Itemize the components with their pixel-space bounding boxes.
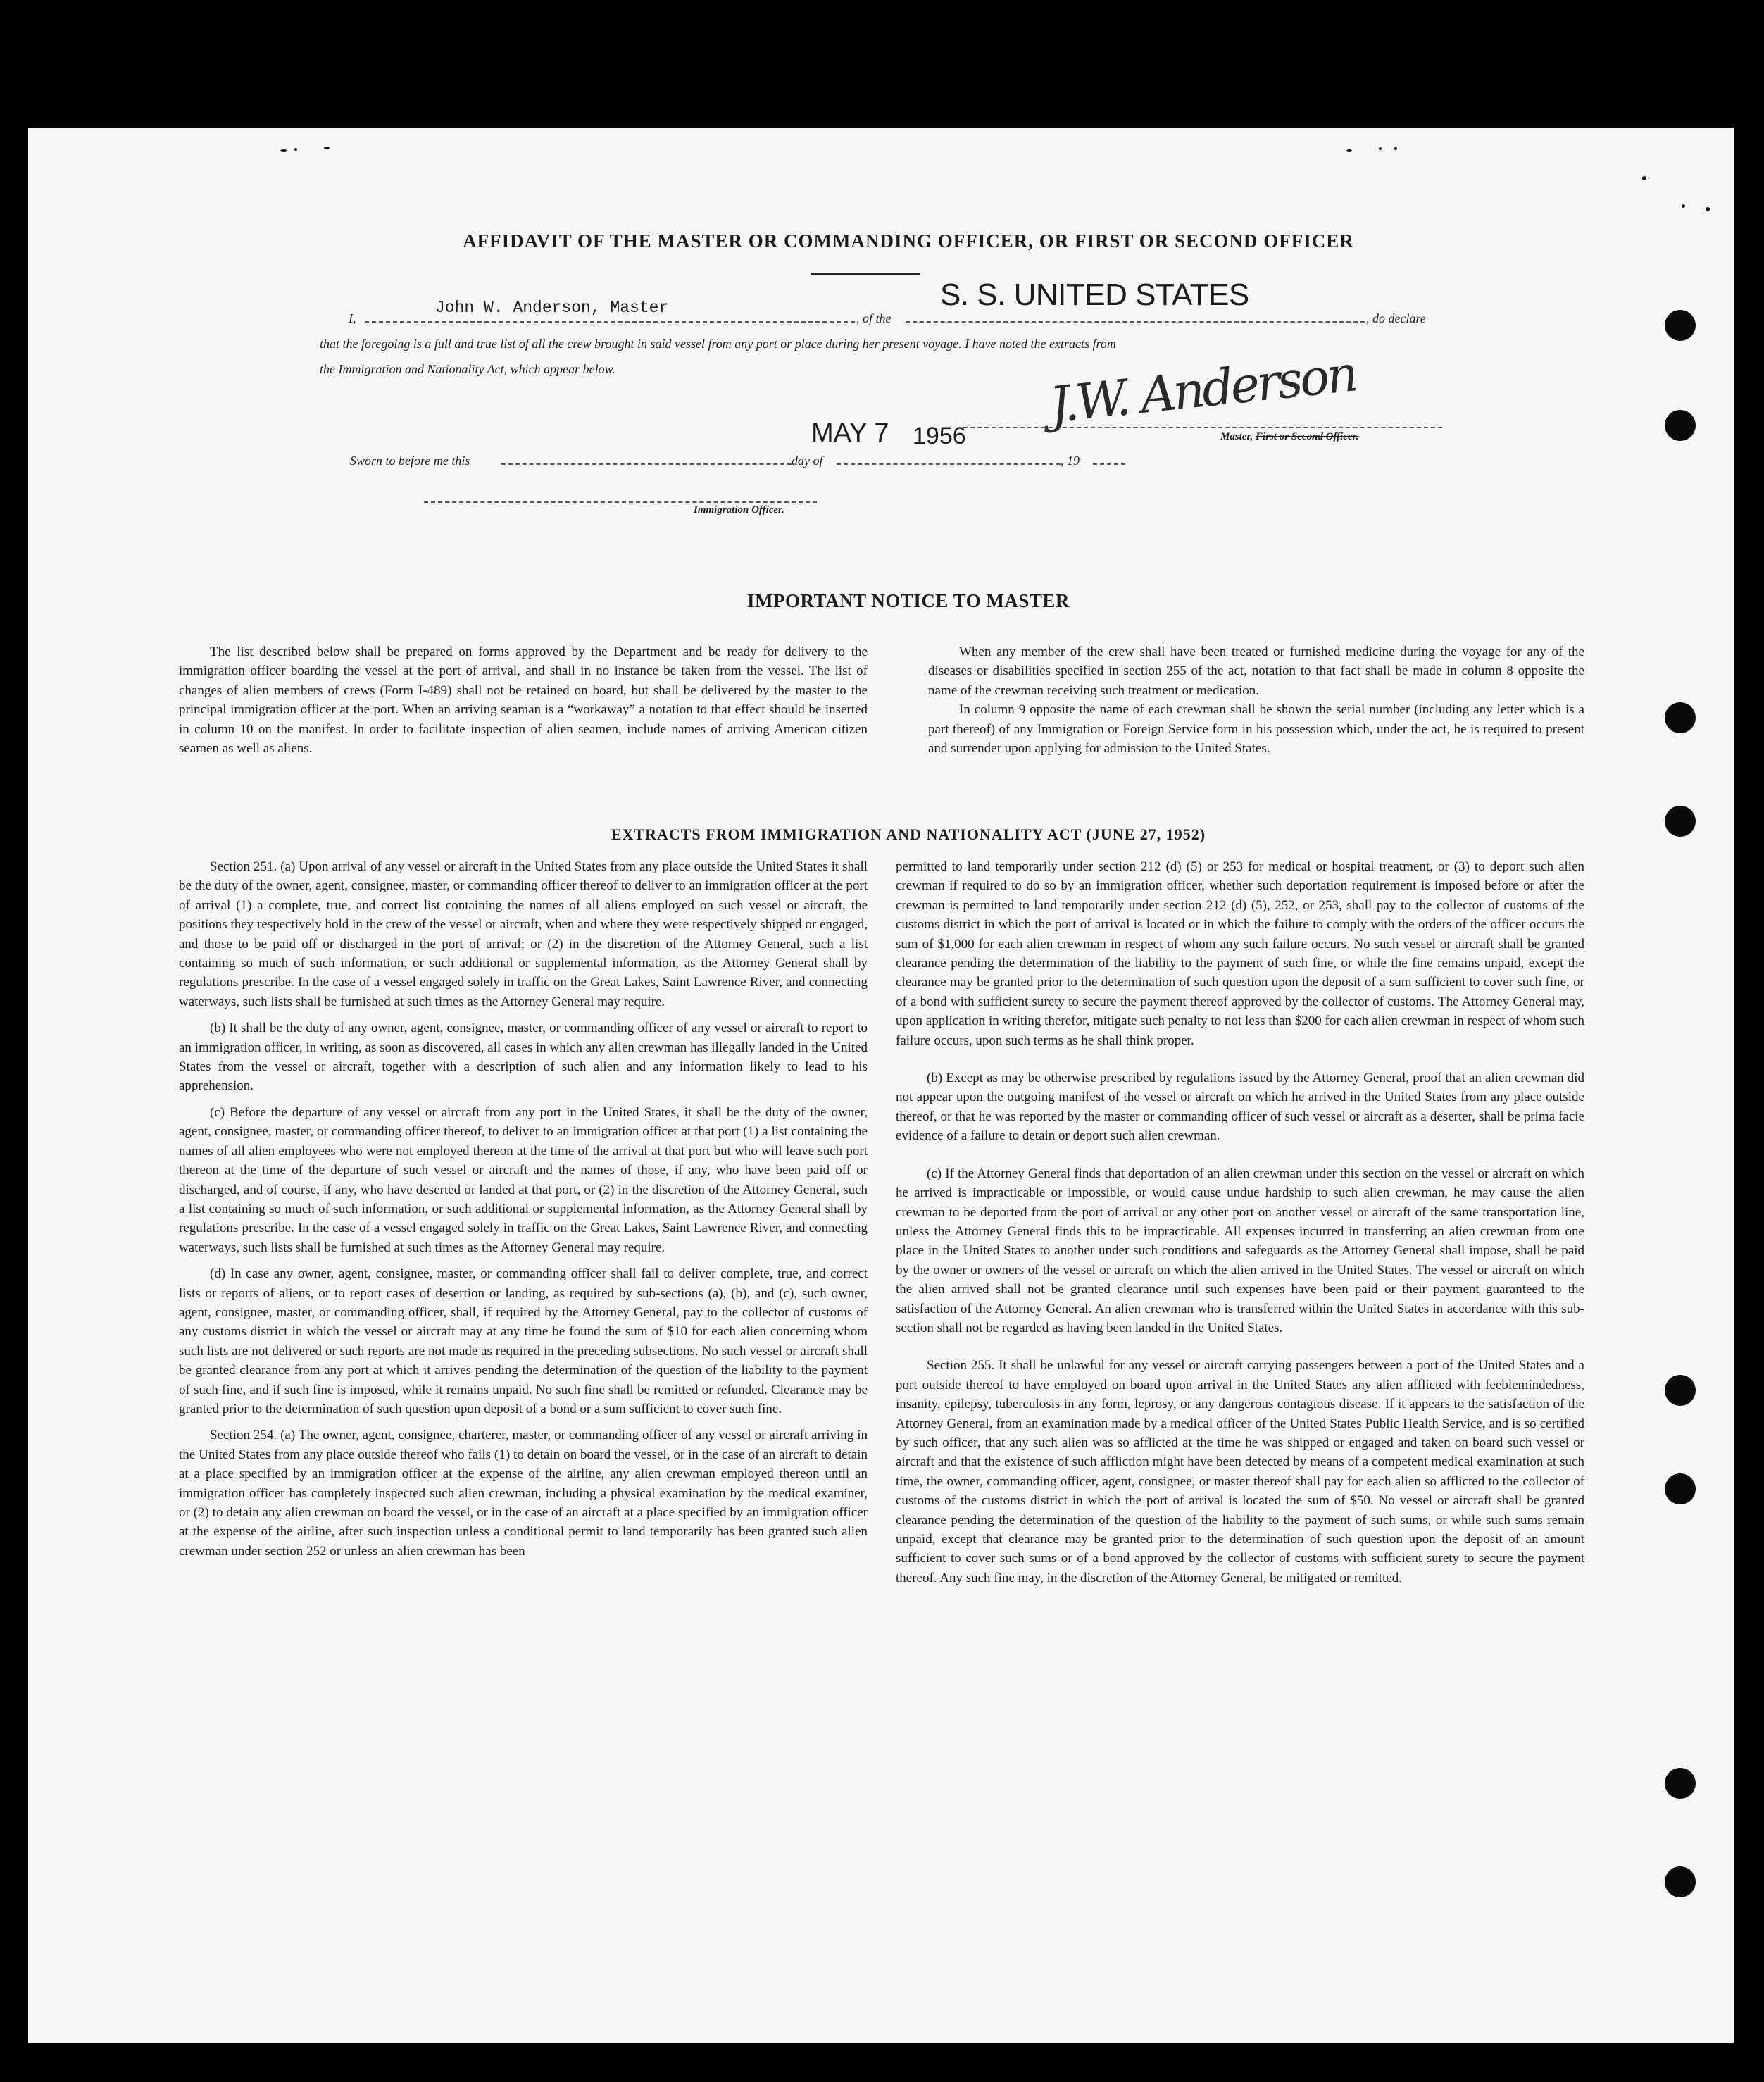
section-254c: (c) If the Attorney General finds that deportation of an alien crewman under this section on the vessel or aircraft on which he arrived is impracticable or impossible, or would cause undue hardship to such alien crewman, he may cause the alien crewman to be deported from the port of arrival or any other port on another vessel or aircraft of the same transportation line, unless the Attorney General finds this to be impracticable. All expenses incurred in transferring an alien crewman from one place in the United States to another under such conditions and safeguards as the Attorney General shall impose, shall be paid by the owner or owners of the vessel or aircraft on which the alien arrived in the United States. The vessel or aircraft on which the alien arrived shall not be granted clearance until such expenses have been paid or their payment guaranteed to the satisfaction of the Attorney General. An alien crewman who is transferred within the United States in accordance with this sub-section shall not be regarded as having been landed in the United States. bbox=[896, 1166, 1584, 1335]
scan-speck bbox=[1346, 149, 1352, 152]
section-254a: Section 254. (a) The owner, agent, consignee, charterer, master, or commanding officer of any vessel or aircraft arriving in the United States from any place outside thereof who fails (1) to detain on board the vessel, or in the case of an aircraft to detain at a place specified by an immigration officer at the expense of the airline, any alien crewman employed thereon until an immigration officer has completely inspected such alien crewman, including a physical examination by the medical examiner, or (2) to detain any alien crewman on board the vessel, or in the case of an aircraft at a place specified by an immigration officer at the expense of the airline, after such inspection unless a conditional permit to land temporarily has been granted such alien crewman under section 252 or unless an alien crewman has been bbox=[179, 1428, 868, 1559]
affidavit-i-label: I, bbox=[349, 311, 356, 325]
extracts-right-column bbox=[896, 857, 1584, 1588]
do-declare-label: , do declare bbox=[1366, 311, 1426, 325]
scan-speck bbox=[1379, 147, 1382, 150]
notice-left-column bbox=[179, 642, 868, 758]
sworn-day-line bbox=[501, 463, 792, 465]
name-line bbox=[365, 321, 855, 323]
section-254b: (b) Except as may be otherwise prescribed by regulations issued by the Attorney General, proof that an alien crewman did not appear upon the outgoing manifest of the vessel or aircraft on which he arrived in the United States from any place outside thereof, or that he was reported by the master or commanding officer of such vessel or aircraft as a deserter, shall be prima facie evidence of a failure to detain or deport such alien crewman. bbox=[896, 1071, 1584, 1144]
title-divider bbox=[811, 273, 920, 275]
extracts-title: EXTRACTS FROM IMMIGRATION AND NATIONALITY ACT (JUNE 27, 1952) bbox=[611, 825, 1206, 843]
punch-hole bbox=[1665, 806, 1696, 837]
vessel-name-stamp: S. S. UNITED STATES bbox=[940, 278, 1249, 312]
notice-right-column bbox=[928, 642, 1584, 758]
scan-speck bbox=[280, 149, 287, 152]
affidavit-title: AFFIDAVIT OF THE MASTER OR COMMANDING OFFICER, OR FIRST OR SECOND OFFICER bbox=[463, 230, 1354, 251]
punch-hole bbox=[1665, 1473, 1696, 1504]
struck-officer-caption: First or Second Officer. bbox=[1256, 431, 1359, 442]
officer-caption: Immigration Officer. bbox=[694, 504, 784, 516]
punch-hole bbox=[1665, 1866, 1696, 1897]
of-the-label: , of the bbox=[856, 311, 892, 325]
date-stamp: MAY 7 bbox=[811, 418, 889, 448]
section-254a-continued: permitted to land temporarily under section 212 (d) (5) or 253 for medical or hospital treatment, or (3) to deport such alien crewman if required to do so by an immigration officer, whether such deportation requirement is imposed before or after the crewman is permitted to land temporarily under section 212 (d) (5), 252, or 253, shall pay to the collector of customs of the customs district in which the port of arrival is located or in which the failure to comply with the orders of the officer occurs the sum of $1,000 for each alien crewman in respect of whom any such failure occurs. No such vessel or aircraft shall be granted clearance pending the determination of the liability to the payment of such fine, or while the fine remains unpaid, except the clearance may be granted prior to the determination of such question upon the deposit of a sum sufficient to cover such fine, or of a bond with sufficient surety to secure the payment thereof approved by the collector of customs. The Attorney General may, upon application in writing therefor, mitigate such penalty to not less than $200 for each alien crewman in respect of whom such failure occurs, upon such terms as he shall think proper. bbox=[896, 859, 1584, 1048]
sworn-year-line bbox=[1093, 463, 1125, 465]
signature-line bbox=[963, 427, 1442, 428]
section-251b: (b) It shall be the duty of any owner, agent, consignee, master, or commanding officer of any vessel or aircraft to report to an immigration officer, in writing, as soon as discovered, all cases in which any alien crewman has illegally landed in the United States from the vessel or aircraft, together with a description of such alien and any information likely to lead to his apprehension. bbox=[179, 1021, 868, 1094]
punch-hole bbox=[1665, 310, 1696, 341]
master-name-field: John W. Anderson, Master bbox=[435, 299, 669, 317]
officer-signature-line bbox=[424, 501, 817, 503]
master-signature: J.W. Anderson bbox=[1046, 344, 1358, 435]
scan-speck bbox=[294, 148, 297, 151]
sworn-label: Sworn to before me this bbox=[350, 454, 470, 468]
punch-hole bbox=[1665, 410, 1696, 441]
document-page bbox=[28, 128, 1734, 2043]
declaration-line-1: that the foregoing is a full and true list of all the crew brought in said vessel from any port or place during her present voyage. I have noted the extracts from bbox=[320, 337, 1116, 351]
sworn-month-line bbox=[837, 463, 1061, 465]
scan-speck bbox=[1682, 204, 1685, 208]
punch-hole bbox=[1665, 702, 1696, 733]
notice-paragraph: In column 9 opposite the name of each crewman shall be shown the serial number (including any letter which is a part thereof) of any Immigration or Foreign Service form in his possession which, under the act, he is required to present and surrender upon applying for admission to the United States. bbox=[928, 702, 1584, 756]
vessel-line bbox=[906, 321, 1365, 323]
day-of-label: day of bbox=[792, 454, 823, 468]
scan-speck bbox=[1706, 207, 1710, 211]
notice-title: IMPORTANT NOTICE TO MASTER bbox=[747, 590, 1070, 611]
scan-speck bbox=[1394, 147, 1397, 150]
declaration-line-2: the Immigration and Nationality Act, which appear below. bbox=[320, 362, 615, 376]
extracts-left-column bbox=[179, 857, 868, 1561]
notice-paragraph: The list described below shall be prepared on forms approved by the Department and be ready for delivery to the immigration officer boarding the vessel at the port of arrival, and shall in no instance be taken from the vessel. The list of changes of alien members of crews (Form I-489) shall not be retained on board, but shall be delivered by the master to the principal immigration officer at the port. When an arriving seaman is a “workaway” a notation to that effect should be inserted in column 10 on the manifest. In order to facilitate inspection of alien seamen, include names of arriving American citizen seamen as well as aliens. bbox=[179, 644, 868, 756]
master-caption: Master, First or Second Officer. bbox=[1220, 431, 1359, 442]
year-stamp: 1956 bbox=[913, 423, 966, 449]
section-251d: (d) In case any owner, agent, consignee, master, or commanding officer shall fail to deliver complete, true, and correct lists or reports of aliens, or to report cases of desertion or landing, as required by sub-sections (a), (b), and (c), such owner, agent, consignee, master, or commanding officer, shall, if required by the Attorney General, pay to the collector of customs of any customs district in which the vessel or aircraft may at any time be found the sum of $10 for each alien concerning whom such lists are not delivered or such reports are not made as required in the preceding subsections. No such vessel or aircraft shall be granted clearance from any port at which it arrives pending the determination of the question of the liability to the payment of such fine, and if such fine is imposed, while it remains unpaid. No such fine shall be remitted or refunded. Clearance may be granted prior to the determination of such question upon deposit of a bond or a sum sufficient to cover such fine. bbox=[179, 1266, 868, 1416]
scan-speck bbox=[1642, 176, 1646, 180]
year-prefix-label: , 19 bbox=[1061, 454, 1080, 468]
section-251a: Section 251. (a) Upon arrival of any vessel or aircraft in the United States from any place outside the United States it shall be the duty of the owner, agent, consignee, master, or commanding officer thereof to deliver to an immigration officer at the port of arrival (1) a complete, true, and correct list containing the names of all aliens employed on such vessel or aircraft, the positions they respectively hold in the crew of the vessel or aircraft, when and where they were respectively shipped or engaged, and those to be paid off or discharged in the port of arrival; or (2) in the discretion of the Attorney General, such a list containing so much of such information, or such additional or supplemental information, as the Attorney General shall by regulations prescribe. In the case of a vessel engaged solely in traffic on the Great Lakes, Saint Lawrence River, and connecting waterways, such lists shall be furnished at such times as the Attorney General may require. bbox=[179, 859, 868, 1009]
punch-hole bbox=[1665, 1375, 1696, 1406]
section-251c: (c) Before the departure of any vessel or aircraft from any port in the United States, it shall be the duty of the owner, agent, consignee, master, or commanding officer thereof, to deliver to an immigration officer at that port (1) a list containing the names of all alien employees who were not employed thereon at the time of the arrival at that port but who will leave such port thereon at the time of the departure of such vessel or aircraft and the names of those, if any, who have been paid off or discharged, and of course, if any, who have deserted or landed at that port, or (2) in the discretion of the Attorney General, such a list containing so much of such information, or such additional or supplemental information, as the Attorney General shall by regulations prescribe. In the case of a vessel engaged solely in traffic on the Great Lakes, Saint Lawrence River, and connecting waterways, such lists shall be furnished at such times as the Attorney General may require. bbox=[179, 1104, 868, 1255]
punch-hole bbox=[1665, 1768, 1696, 1799]
notice-paragraph: When any member of the crew shall have been treated or furnished medicine during the voyage for any of the diseases or disabilities specified in section 255 of the act, notation to that fact shall be made in column 8 opposite the name of the crewman receiving such treatment or medication. bbox=[928, 644, 1584, 698]
scan-speck bbox=[324, 147, 330, 149]
section-255: Section 255. It shall be unlawful for any vessel or aircraft carrying passengers between a port of the United States and a port outside thereof to have employed on board upon arrival in the United States any alien afflicted with feeblemindedness, insanity, epilepsy, tuberculosis in any form, leprosy, or any dangerous contagious disease. If it appears to the satisfaction of the Attorney General, from an examination made by a medical officer of the United States Public Health Service, and is so certified by such officer, that any such alien was so afflicted at the time he was shipped or engaged and taken on board such vessel or aircraft and that the existence of such affliction might have been detected by means of a competent medical examination at such time, the owner, commanding officer, agent, consignee, or master thereof shall pay for each alien so afflicted to the collector of customs of the customs district in which the port of arrival is located the sum of $50. No vessel or aircraft shall be granted clearance pending the determination of the question of the liability to the payment of such sums, or while such sums remain unpaid, except that clearance may be granted prior to the determination of such question upon the deposit of an amount sufficient to cover such sums or of a bond approved by the collector of customs with sufficient surety to secure the payment thereof. Any such fine may, in the discretion of the Attorney General, be mitigated or remitted. bbox=[896, 1358, 1584, 1585]
